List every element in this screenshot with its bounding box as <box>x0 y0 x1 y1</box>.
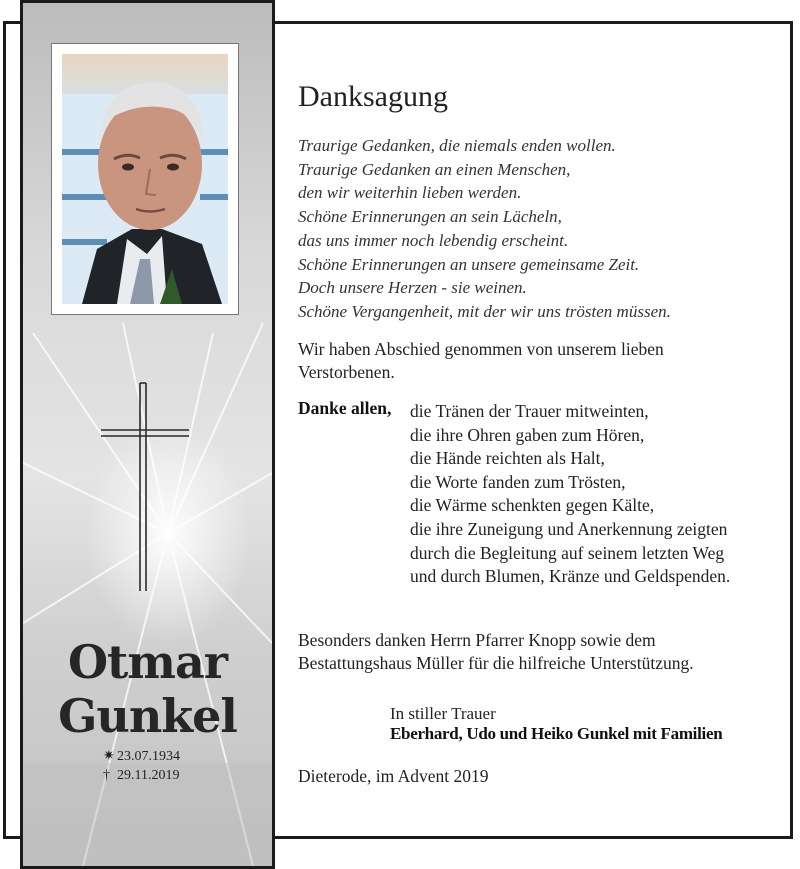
thanks-line: die Hände reichten als Halt, <box>410 448 605 469</box>
thanks-line: durch die Begleitung auf seinem letzten Weg <box>410 542 725 563</box>
notice-title: Danksagung <box>298 80 448 113</box>
thanks-line: die Wärme schenkten gegen Kälte, <box>410 495 655 516</box>
deceased-last-name: Gunkel <box>58 689 237 743</box>
mourners-names: Eberhard, Udo und Heiko Gunkel mit Familien <box>390 724 723 743</box>
poem-line: Doch unsere Herzen - sie weinen. <box>298 278 527 298</box>
poem <box>298 134 671 324</box>
death-date: 29.11.2019 <box>117 768 180 783</box>
deceased-first-name: Otmar <box>67 635 228 689</box>
thanks-line: und durch Blumen, Kränze und Geldspenden. <box>410 566 731 587</box>
special-thanks-paragraph <box>298 629 694 675</box>
portrait-photo <box>62 54 228 304</box>
poem-line: das uns immer noch lebendig erscheint. <box>298 230 569 250</box>
death-date-line <box>103 766 180 785</box>
poem-line: Traurige Gedanken, die niemals enden wollen. <box>298 136 616 155</box>
poem-line: Schöne Vergangenheit, mit der wir uns trösten müssen. <box>298 301 671 321</box>
poem-line: Schöne Erinnerungen an unsere gemeinsame Zeit. <box>298 254 640 274</box>
portrait-frame <box>51 43 239 315</box>
cross-icon <box>99 381 191 593</box>
mourning-label: In stiller Trauer <box>390 704 496 723</box>
thanks-lead: Danke allen, <box>298 398 392 418</box>
birth-date-line <box>103 747 180 766</box>
thanks-list <box>410 400 730 589</box>
special-thanks-line: Bestattungshaus Müller für die hilfreiche Unterstützung. <box>298 653 694 673</box>
poem-line: Traurige Gedanken an einen Menschen, <box>298 159 571 179</box>
farewell-line: Wir haben Abschied genommen von unserem lieben <box>298 339 664 359</box>
birth-date: 23.07.1934 <box>117 749 180 764</box>
poem-line: Schöne Erinnerungen an sein Lächeln, <box>298 207 562 227</box>
life-dates <box>103 747 180 785</box>
memorial-sidebar <box>20 0 275 869</box>
farewell-line: Verstorbenen. <box>298 362 395 382</box>
thanks-line: die Tränen der Trauer mitweinten, <box>410 401 649 421</box>
dagger-icon: † <box>103 768 110 783</box>
place-and-date: Dieterode, im Advent 2019 <box>298 766 489 786</box>
special-thanks-line: Besonders danken Herrn Pfarrer Knopp sowie dem <box>298 630 656 650</box>
poem-line: den wir weiterhin lieben werden. <box>298 183 522 203</box>
thanks-line: die ihre Ohren gaben zum Hören, <box>410 424 645 445</box>
thanks-line: die ihre Zuneigung und Anerkennung zeigten <box>410 518 728 539</box>
thanks-line: die Worte fanden zum Trösten, <box>410 471 626 492</box>
star-icon: ✷ <box>103 749 115 764</box>
farewell-paragraph <box>298 338 664 384</box>
